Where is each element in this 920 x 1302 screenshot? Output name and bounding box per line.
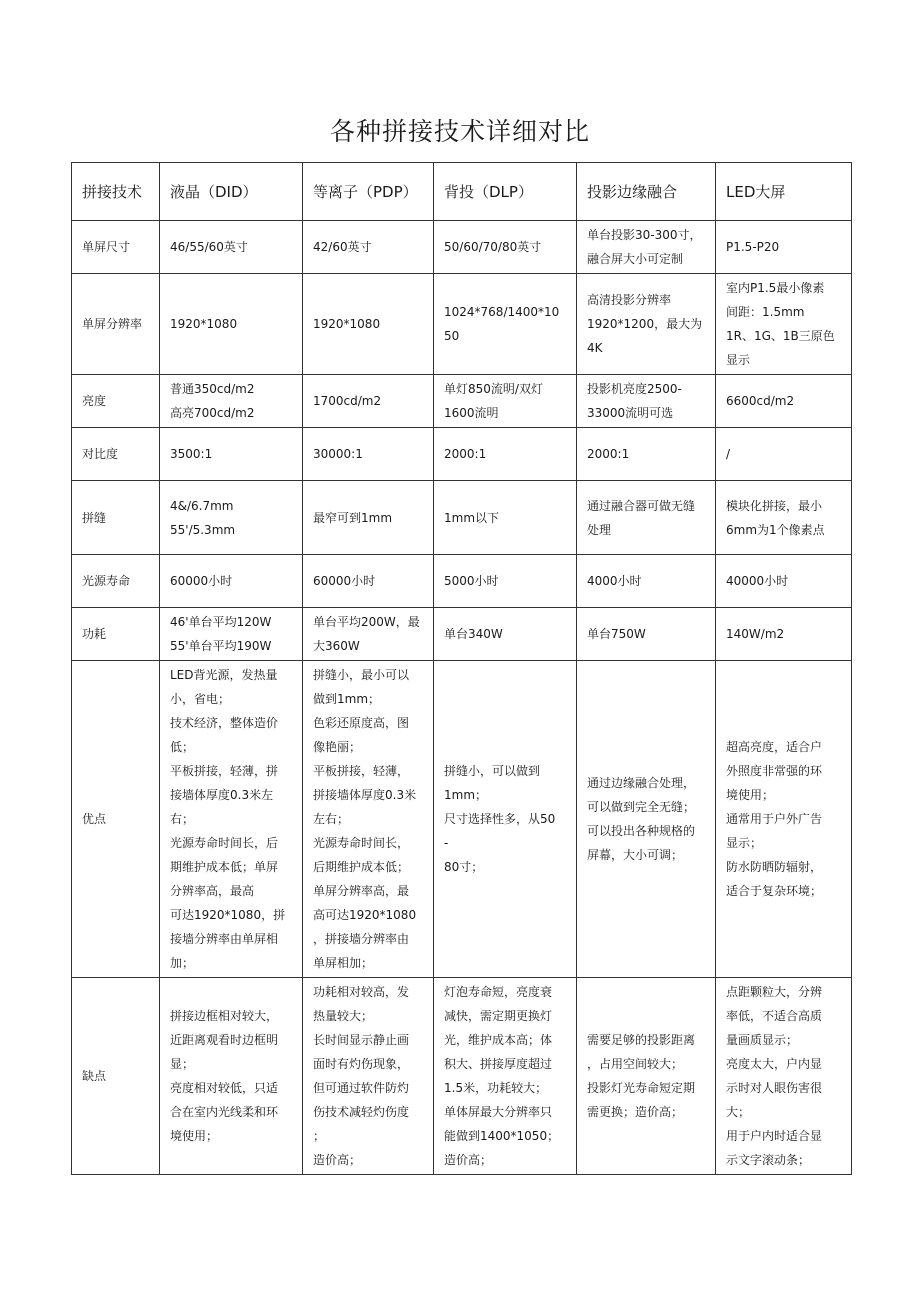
cell-line: 大； [726, 1105, 751, 1119]
cell-line: 55'单台平均190W [170, 639, 272, 653]
cell-line: 50/60/70/80英寸 [444, 240, 542, 254]
table-cell [434, 555, 577, 608]
table-cell [303, 375, 434, 428]
row-label: 优点 [72, 661, 160, 978]
cell-line: 140W/m2 [726, 627, 785, 641]
cell-line: 单台平均200W，最 [313, 615, 420, 629]
cell-line: 小，省电； [170, 692, 231, 706]
cell-line: 1mm； [444, 788, 488, 802]
page-title: 各种拼接技术详细对比 [329, 117, 590, 146]
cell-line: 接墙分辨率由单屏相 [170, 932, 279, 946]
table-cell [303, 428, 434, 481]
cell-line: 42/60英寸 [313, 240, 372, 254]
cell-line: 技术经济，整体造价 [170, 716, 279, 730]
cell-line: 外照度非常强的环 [726, 764, 823, 778]
cell-line: 通过融合器可做无缝 [587, 498, 696, 513]
cell-line: 大360W [313, 639, 360, 653]
cell-line: 1024*768/1400*1050 [444, 305, 560, 343]
cell-line: 高清投影分辨率 [587, 293, 672, 307]
cell-line: 面时有灼伤现象， [313, 1057, 410, 1071]
cell-line: 可达1920*1080，拼 [170, 908, 286, 922]
cell-line: 色彩还原度高，图 [313, 716, 410, 730]
cell-line: 普通350cd/m2 [170, 382, 255, 396]
table-row [72, 481, 852, 555]
cell-line: 融合屏大小可定制 [587, 252, 684, 266]
cell-line: 平板拼接，轻薄，拼 [170, 764, 279, 778]
cell-line: 6600cd/m2 [726, 394, 795, 408]
header-cell: 等离子（PDP） [303, 163, 434, 221]
cell-line: 高可达1920*1080 [313, 908, 417, 922]
cell-line: 4&/6.7mm [170, 498, 234, 513]
cell-line: 光源寿命时间长，后 [170, 836, 279, 850]
cell-line: 投影灯光寿命短定期 [587, 1081, 696, 1095]
cell-line: 亮度相对较低，只适 [170, 1081, 279, 1095]
row-label: 对比度 [72, 428, 160, 481]
cell-line: 尺寸选择性多，从50 [444, 812, 556, 826]
cell-line: 5000小时 [444, 574, 499, 588]
cell-line: 伤技术减轻灼伤度 [313, 1105, 410, 1119]
table-cell [434, 274, 577, 375]
cell-line: 单屏相加； [313, 956, 374, 970]
cell-line: 46'单台平均120W [170, 615, 272, 629]
cell-line: 减快，需定期更换灯 [444, 1009, 553, 1023]
cell-line: 30000:1 [313, 447, 363, 461]
cell-line: 率低，不适合高质 [726, 1009, 823, 1023]
cell-line: 适合于复杂环境； [726, 884, 823, 898]
cell-line: 拼接墙体厚度0.3米 [313, 788, 417, 802]
row-label: 拼缝 [72, 481, 160, 555]
cell-line: ； [313, 1129, 326, 1143]
table-cell [160, 978, 303, 1175]
cell-line: 1mm以下 [444, 510, 500, 525]
table-cell [577, 978, 716, 1175]
cell-line: / [726, 447, 731, 461]
cell-line: 1920*1080 [170, 317, 238, 331]
table-cell [160, 274, 303, 375]
cell-line: 期维护成本低；单屏 [170, 860, 279, 874]
table-cell [577, 555, 716, 608]
cell-line: 1R、1G、1B三原色 [726, 329, 835, 343]
cell-line: 像艳丽； [313, 740, 362, 754]
cell-line: 模块化拼接，最小 [726, 498, 823, 513]
cell-line: 通过边缘融合处理， [587, 776, 696, 790]
table-cell [577, 428, 716, 481]
cell-line: 用于户内时适合显 [726, 1129, 823, 1143]
cell-line: 做到1mm； [313, 692, 381, 706]
cell-line: 40000小时 [726, 574, 789, 588]
cell-line: 热量较大； [313, 1009, 374, 1023]
table-row [72, 978, 852, 1175]
table-cell [303, 221, 434, 274]
table-cell [716, 375, 852, 428]
cell-line: 55'/5.3mm [170, 522, 236, 537]
cell-line: 6mm为1个像素点 [726, 522, 825, 537]
cell-line: 造价高； [313, 1153, 362, 1167]
cell-line: 单屏分辨率高，最 [313, 884, 410, 898]
cell-line: ，拼接墙分辨率由 [313, 932, 410, 946]
table-row [72, 661, 852, 978]
header-cell: 液晶（DID） [160, 163, 303, 221]
comparison-table [71, 162, 852, 1175]
header-cell: 投影边缘融合 [577, 163, 716, 221]
table-cell [303, 274, 434, 375]
cell-line: 1920*1200，最大为 [587, 317, 703, 331]
table-row [72, 555, 852, 608]
cell-line: 光，维护成本高；体 [444, 1033, 553, 1047]
row-label: 单屏分辨率 [72, 274, 160, 375]
cell-line: 46/55/60英寸 [170, 240, 248, 254]
cell-line: 33000流明可选 [587, 406, 674, 420]
cell-line: - [444, 836, 449, 850]
cell-line: 示文字滚动条； [726, 1153, 811, 1167]
table-cell [160, 555, 303, 608]
cell-line: 高亮700cd/m2 [170, 406, 255, 420]
cell-line: 显； [170, 1057, 195, 1071]
cell-line: 室内P1.5最小像素 [726, 281, 825, 295]
table-cell [716, 608, 852, 661]
cell-line: 功耗相对较高，发 [313, 985, 410, 999]
cell-line: 单台投影30-300寸， [587, 228, 702, 242]
cell-line: 能做到1400*1050； [444, 1129, 560, 1143]
table-cell [160, 481, 303, 555]
table-cell [434, 221, 577, 274]
table-cell [160, 661, 303, 978]
cell-line: 单体屏最大分辨率只 [444, 1105, 553, 1119]
table-cell [160, 375, 303, 428]
row-label: 光源寿命 [72, 555, 160, 608]
table-cell [577, 481, 716, 555]
cell-line: 1920*1080 [313, 317, 381, 331]
cell-line: 需要足够的投影距离 [587, 1033, 696, 1047]
table-cell [434, 428, 577, 481]
table-cell [577, 608, 716, 661]
table-row [72, 428, 852, 481]
table-cell [160, 428, 303, 481]
table-cell [434, 481, 577, 555]
cell-line: 分辨率高，最高 [170, 884, 255, 898]
table-cell [434, 608, 577, 661]
table-cell [577, 221, 716, 274]
cell-line: 但可通过软件防灼 [313, 1081, 410, 1095]
table-row [72, 221, 852, 274]
cell-line: 1600流明 [444, 406, 499, 420]
row-label: 缺点 [72, 978, 160, 1175]
cell-line: 加； [170, 956, 195, 970]
cell-line: 右； [170, 812, 195, 826]
cell-line: 防水防晒防辐射， [726, 860, 823, 874]
cell-line: 近距离观看时边框明 [170, 1033, 279, 1047]
table-cell [160, 221, 303, 274]
cell-line: 长时间显示静止画 [313, 1033, 410, 1047]
cell-line: 超高亮度，适合户 [726, 740, 823, 754]
cell-line: 处理 [587, 522, 612, 537]
table-cell [577, 274, 716, 375]
cell-line: 最窄可到1mm [313, 510, 393, 525]
cell-line: 亮度太大，户内显 [726, 1057, 823, 1071]
table-cell [303, 661, 434, 978]
cell-line: 积大、拼接厚度超过 [444, 1057, 553, 1071]
cell-line: 拼缝小，可以做到 [444, 764, 541, 778]
table-row [72, 608, 852, 661]
cell-line: 投影机亮度2500- [587, 382, 682, 396]
cell-line: 合在室内光线柔和环 [170, 1105, 279, 1119]
cell-line: 4000小时 [587, 574, 642, 588]
cell-line: 点距颗粒大，分辨 [726, 985, 823, 999]
cell-line: 量画质显示； [726, 1033, 799, 1047]
cell-line: 80寸； [444, 860, 484, 874]
cell-line: 通常用于户外广告 [726, 812, 823, 826]
cell-line: 后期维护成本低； [313, 860, 410, 874]
cell-line: P1.5-P20 [726, 240, 780, 254]
header-row [72, 163, 852, 221]
row-label: 亮度 [72, 375, 160, 428]
row-label: 单屏尺寸 [72, 221, 160, 274]
table-cell [577, 661, 716, 978]
cell-line: 平板拼接，轻薄， [313, 764, 410, 778]
table-row [72, 375, 852, 428]
cell-line: 低； [170, 740, 195, 754]
table-cell [716, 555, 852, 608]
table-cell [577, 375, 716, 428]
table-cell [434, 978, 577, 1175]
table-cell [434, 375, 577, 428]
table-cell [716, 428, 852, 481]
cell-line: 拼接边框相对较大， [170, 1009, 279, 1023]
table-cell [303, 481, 434, 555]
cell-line: 60000小时 [313, 574, 376, 588]
cell-line: 境使用； [170, 1129, 219, 1143]
cell-line: 显示 [726, 353, 751, 367]
cell-line: 可以投出各种规格的 [587, 824, 696, 838]
cell-line: 显示； [726, 836, 763, 850]
cell-line: 示时对人眼伤害很 [726, 1081, 823, 1095]
table-cell [303, 978, 434, 1175]
cell-line: 拼缝小，最小可以 [313, 668, 410, 682]
table-cell [716, 221, 852, 274]
cell-line: 光源寿命时间长， [313, 836, 410, 850]
cell-line: 单台340W [444, 627, 503, 641]
cell-line: ，占用空间较大； [587, 1057, 684, 1071]
table-cell [716, 274, 852, 375]
table-row [72, 274, 852, 375]
cell-line: 60000小时 [170, 574, 233, 588]
table-cell [716, 978, 852, 1175]
header-cell: 背投（DLP） [434, 163, 577, 221]
header-cell: 拼接技术 [72, 163, 160, 221]
table-cell [160, 608, 303, 661]
cell-line: 2000:1 [444, 447, 487, 461]
cell-line: 境使用； [726, 788, 775, 802]
cell-line: 可以做到完全无缝； [587, 800, 696, 814]
cell-line: 造价高； [444, 1153, 493, 1167]
cell-line: 需更换；造价高； [587, 1105, 684, 1119]
cell-line: 单台750W [587, 627, 646, 641]
table-cell [434, 661, 577, 978]
cell-line: 间距：1.5mm [726, 305, 805, 319]
cell-line: 单灯850流明/双灯 [444, 382, 543, 396]
cell-line: 接墙体厚度0.3米左 [170, 788, 274, 802]
cell-line: LED背光源，发热量 [170, 668, 278, 682]
cell-line: 灯泡寿命短，亮度衰 [444, 985, 553, 999]
table-cell [716, 661, 852, 978]
cell-line: 4K [587, 341, 603, 355]
cell-line: 左右； [313, 812, 350, 826]
cell-line: 1700cd/m2 [313, 394, 382, 408]
table-cell [303, 608, 434, 661]
cell-line: 3500:1 [170, 447, 213, 461]
cell-line: 2000:1 [587, 447, 630, 461]
table-cell [303, 555, 434, 608]
row-label: 功耗 [72, 608, 160, 661]
header-cell: LED大屏 [716, 163, 852, 221]
cell-line: 1.5米，功耗较大； [444, 1081, 548, 1095]
table-cell [716, 481, 852, 555]
cell-line: 屏幕，大小可调； [587, 848, 684, 862]
